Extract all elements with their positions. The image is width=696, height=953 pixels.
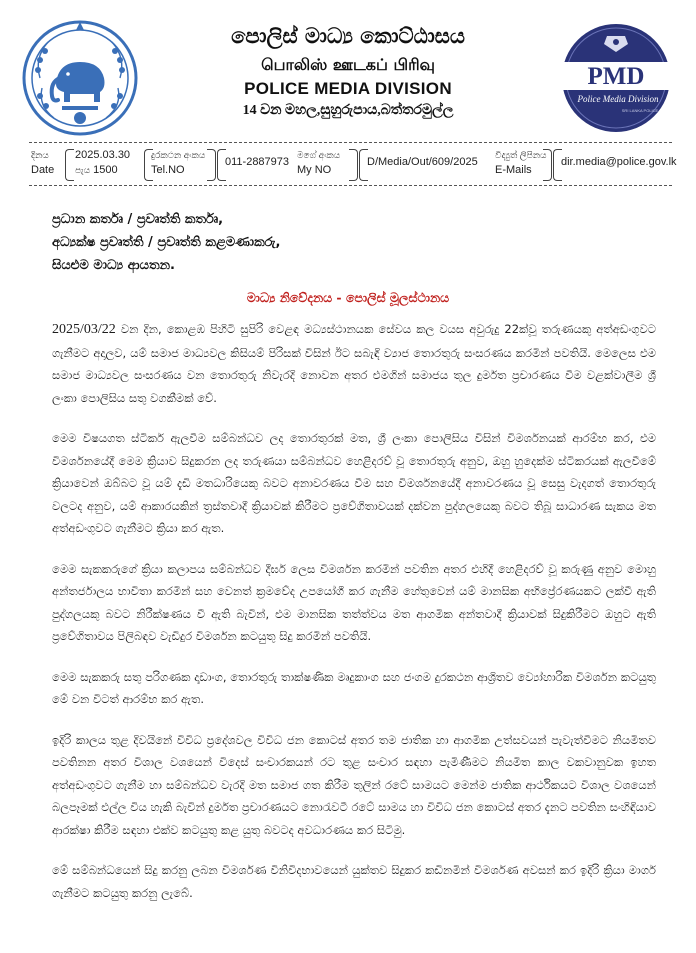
office-address: 14 වන මහල,සුහුරුපාය,බත්තරමුල්ල <box>242 103 454 118</box>
body-paragraph: මෙම සැකකරු සතු පරිගණක දෘඩාංග, තොරතුරු තාක්ෂණික මෘදුකාංග සහ ජංගම දුරකථන ආශ්‍රිතව ව්‍යෝහාරික විමර්ශන කටයුතු මේ වන විටත් ආරම්භ කර ඇත. <box>52 669 656 706</box>
pmd-logo-text: PMD <box>587 63 645 90</box>
police-emblem-logo <box>20 18 140 138</box>
email-value: dir.media@police.gov.lk <box>561 156 677 168</box>
date-label: දිනය Date <box>31 150 55 176</box>
tel-value: 011-2887973 <box>225 156 290 168</box>
date-value: 2025.03.30 පැය 1500 <box>75 149 131 176</box>
addressee-line: අධ්‍යක්ෂ ප්‍රවෘත්ති / ප්‍රවෘත්ති කළමණාකරු, <box>52 235 281 250</box>
tel-label: දුරකථන අංකය Tel.NO <box>151 150 206 176</box>
notice-body <box>52 318 656 922</box>
my-no-value: D/Media/Out/609/2025 <box>367 156 478 168</box>
addressee-line: සියළුම මාධ්‍ය ආයතන. <box>52 258 175 273</box>
letterhead <box>150 22 546 120</box>
pmd-logo-country: SRI LANKA POLICE <box>621 108 659 113</box>
title-english: POLICE MEDIA DIVISION <box>244 79 452 98</box>
body-paragraph: 2025/03/22 වන දින, කොළඹ පිහිටි සුපිරි වෙළඳ මධ්‍යස්ථානයක සේවය කල වයස අවුරුදු 22ක්වූ තරුණයකු අත්අඩංගුවට ගැනීමට අදාලව, යම් සමාජ මාධ්‍යවල කිසියම් පිරිසක් විසින් ඊට සබැඳි ව්‍යාජ තොරතුරු සංසරණය කරමින් පවතියි. මෙලෙස එම සමාජ මාධ්‍යවල සංසරණය වන තොරතුරු නිවැරදි නොවන අතර එමගින් සමාජය තුල දුර්මත ප්‍රචාරණය වීම වළක්වාලීම ශ්‍රී ලංකා පොලිසිය සතු වගකීමක් වේ. <box>52 322 656 405</box>
body-paragraph: මෙම සැකකරුගේ ක්‍රියා කලාපය සම්බන්ධව දීර්ඝ ලෙස විමර්ශන කරමින් පවතින අතර එහිදී හෙළිදරව් වූ කරුණු අනුව මොහු අන්තර්ජාලය භාවිතා කරමින් සහ වෙනත් ක්‍රමවේද උපයෝගී කර ගැනීම හේතුවෙන් යම් මානසික අභිප්‍රේරණයකට ලක්වී ඇති පුද්ගලයකු බවට නිරීක්ෂණය වී ඇති බැවින්, එම මානසික තත්ත්වය මත ආගමික අන්තවාදී ක්‍රියාවක් සිදුකිරීමට ඔහුට ඇති ප්‍රවේගිතාවය පිලිබඳව වැඩිදුර විමර්ශන කටයුතු සිදු කරමින් පවතියි. <box>52 561 656 643</box>
body-paragraph: මේ සම්බන්ධයෙන් සිදු කරනු ලබන විමර්ශණ විනිවිදභාවයෙන් යුක්තව සිදුකර කඩිනමින් විමර්ශණ අවසන් කර ඉදිරි ක්‍රියා මාර්ග ගැනීමට කටයුතු කරනු ලැබේ. <box>52 863 656 900</box>
addressee-block <box>52 208 652 277</box>
addressee-line: ප්‍රධාන කර්තෘ / ප්‍රවෘත්ති කර්තෘ, <box>52 212 224 227</box>
pmd-logo <box>560 22 672 134</box>
body-paragraph: මෙම විෂයගත ස්ටිකර් ඇලවීම සම්බන්ධව ලද තොරතුරක් මත, ශ්‍රී ලංකා පොලිසිය විසින් විමර්ශනයක් ආරම්භ කර, එම විමර්ශනයේදී මෙම ක්‍රියාව සිදුකරන ලද තරුණයා සම්බන්ධව හෙළිදරව් වූ තොරතුරු අනුව, ඔහු හුදෙක්ම ස්ටිකරයක් ඇලවීමේ ක්‍රියාවෙන් ඔබ්බට වූ යම් දැඩි මතධාරියෙකු බවට අනාවරණය වීම සහ විමර්ශනයේදී අනාවරණය වූ සෙසු වැදගත් තොරතුරු වලටද අනුව, යම් ආකාරයකින් ත්‍රස්තවාදී ක්‍රියාවක් කිරීමට ප්‍රවේගිතාවයක් දක්වන පුද්ගලයෙකු බවට තිබූ සාධාරණ සැකය මත අත්අඩංගුවට ගැනීමට ක්‍රියා කර ඇත. <box>52 431 656 535</box>
title-tamil: பொலிஸ் ஊடகப் பிரிவு <box>261 55 435 74</box>
my-no-label: මගේ අංකය My NO <box>297 150 341 176</box>
body-paragraph: ඉදිරි කාලය තුළ දිවයිනේ විවිධ ප්‍රදේශවල විවිධ ජන කොටස් අතර තම ජාතික හා ආගමික උත්සවයන් පැවැත්වීමට නියමිතව පවතිනන අතර විශාල වශයෙන් විදෙස් සංචාරකයන් රට තුළ සංචාර සඳහා පැමිණීමට නියමිත කාල වකවානුවක ඉහත අත්අඩංගුවට ගැනීම හා සම්බන්ධව වැරදි මත සමාජ ගත කිරීම තුලින් රටේ සාමයට මෙන්ම ජාතික ආර්ථිකයට විශාල වශයෙන් බලපෑමක් එල්ල විය හැකි බැවින් දුර්මත ප්‍රචාරණයට නොරැවටී රටේ සාමය හා විවිධ ජන කොටස් අතර දැනට පවතින සංහිඳියාව ආරක්ෂා කිරීම සඳහා එක්ව කටයුතු කළ යුතු බවටද අවධාරණය කර සිටිමු. <box>52 732 656 837</box>
date-lead: 2025/03/22 <box>52 322 116 337</box>
reference-box <box>29 142 677 186</box>
notice-title: මාධ්‍ය නිවේදනය - පොලිස් මූලස්ථානය <box>246 290 450 305</box>
title-sinhala: පොලිස් මාධ්‍ය කොට්ඨාසය <box>231 24 465 48</box>
time-value: 1500 <box>93 164 118 176</box>
pmd-logo-subtext: Police Media Division <box>577 94 659 104</box>
email-label: විද්‍යුත් ලිපිනය E-Mails <box>495 150 547 176</box>
